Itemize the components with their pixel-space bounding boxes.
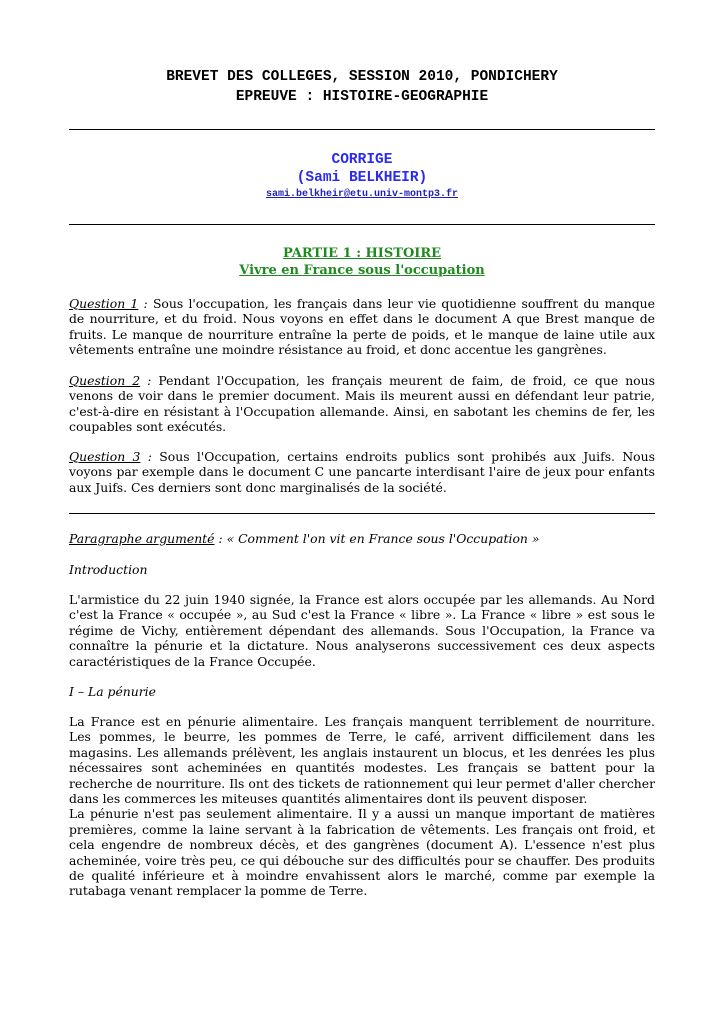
question-text: Pendant l'Occupation, les français meurent de faim, de froid, ce que nous venons de voir dans le premier document. Mais ils meurent aussi en défendant leur patrie, c'est-à-dire en résistant à l'Occupation allemande. Ainsi, en sabotant les chemins de fer, les coupables sont exécutés. xyxy=(69,373,655,435)
exam-title: BREVET DES COLLEGES, SESSION 2010, PONDICHERY xyxy=(166,69,558,85)
question-1: Question 1 : Sous l'occupation, les français dans leur vie quotidienne souffrent du manque de nourriture, et du froid. Nous voyons en effet dans le document A que Brest manque de fruits. Le manque de nourriture entraîne la perte de poids, et le manque de laine utile aux vêtements entraîne une moindre résistance au froid, et donc accentue les gangrènes. xyxy=(69,296,655,358)
question-label: Question 3 xyxy=(69,449,141,464)
paragraphe-label: Paragraphe argumenté xyxy=(69,531,215,546)
paragraphe-heading: Paragraphe argumenté : « Comment l'on vit en France sous l'Occupation » xyxy=(69,531,540,546)
corrige-author: (Sami BELKHEIR) xyxy=(296,170,428,186)
section1-body xyxy=(69,714,655,899)
email-link[interactable]: sami.belkheir@etu.univ-montp3.fr xyxy=(265,189,459,200)
question-2: Question 2 : Pendant l'Occupation, les français meurent de faim, de froid, ce que nous venons de voir dans le premier document. Mais ils meurent aussi en défendant leur patrie, c'est-à-dire en résistant à l'Occupation allemande. Ainsi, en sabotant les chemins de fer, les coupables sont exécutés. xyxy=(69,373,655,435)
partie-heading xyxy=(0,245,724,279)
divider xyxy=(69,513,655,514)
section1-paragraph-2: La pénurie n'est pas seulement alimentaire. Il y a aussi un manque important de matières premières, comme la laine servant à la fabrication de vêtements. Les français ont froid, et cela engendre de nombreux décès, et des gangrènes (document A). L'essence n'est plus acheminée, voire très peu, ce qui débouche sur des difficultés pour se chauffer. Des produits de qualité inférieure et à moindre envahissent alors le marché, comme par exemple la rutabaga venant remplacer la pomme de Terre. xyxy=(69,806,655,899)
section1-paragraph-1: La France est en pénurie alimentaire. Les français manquent terriblement de nourriture. Les pommes, le beurre, les pommes de Terre, le café, arrivent difficilement dans les magasins. Les allemands prélèvent, les anglais instaurent un blocus, et les denrées les plus nécessaires sont acheminées en quantités modestes. Les français se battent pour la recherche de nourriture. Ils ont des tickets de rationnement qui leur permet d'aller chercher dans les commerces les miteuses quantités alimentaires dont ils peuvent disposer. xyxy=(69,714,655,807)
section1-heading xyxy=(69,684,655,699)
exam-subtitle: EPREUVE : HISTOIRE-GEOGRAPHIE xyxy=(235,89,489,105)
intro-heading-text: Introduction xyxy=(69,562,148,577)
question-label: Question 2 xyxy=(69,373,141,388)
divider xyxy=(69,224,655,225)
exam-header xyxy=(0,67,724,107)
author-email xyxy=(0,189,724,201)
divider xyxy=(69,129,655,130)
partie-subtitle: Vivre en France sous l'occupation xyxy=(239,263,485,278)
corrige-title: CORRIGE xyxy=(331,152,393,168)
question-text: Sous l'Occupation, certains endroits publics sont prohibés aux Juifs. Nous voyons par exemple dans le document C une pancarte interdisant l'aire de jeux pour enfants aux Juifs. Ces derniers sont donc marginalisés de la société. xyxy=(69,449,655,495)
intro-text: L'armistice du 22 juin 1940 signée, la France est alors occupée par les allemands. Au Nord c'est la France « occupée », au Sud c'est la France « libre ». La France « libre » est sous le régime de Vichy, entièrement dépendant des allemands. Sous l'Occupation, la France va connaître la pénurie et la dictature. Nous analyserons successivement ces deux aspects caractéristiques de la France Occupée. xyxy=(69,592,655,669)
intro-heading xyxy=(69,562,655,577)
intro-paragraph xyxy=(69,592,655,669)
question-3: Question 3 : Sous l'Occupation, certains endroits publics sont prohibés aux Juifs. Nous voyons par exemple dans le document C une pancarte interdisant l'aire de jeux pour enfants aux Juifs. Ces derniers sont donc marginalisés de la société. xyxy=(69,449,655,495)
paragraphe-title: « Comment l'on vit en France sous l'Occupation » xyxy=(226,531,540,546)
section1-heading-text: I – La pénurie xyxy=(69,684,156,699)
question-text: Sous l'occupation, les français dans leur vie quotidienne souffrent du manque de nourriture, et du froid. Nous voyons en effet dans le document A que Brest manque de fruits. Le manque de nourriture entraîne la perte de poids, et le manque de laine utile aux vêtements entraîne une moindre résistance au froid, et donc accentue les gangrènes. xyxy=(69,296,655,358)
question-label: Question 1 xyxy=(69,296,139,311)
corrige-block xyxy=(0,151,724,187)
partie-title: PARTIE 1 : HISTOIRE xyxy=(282,246,442,261)
